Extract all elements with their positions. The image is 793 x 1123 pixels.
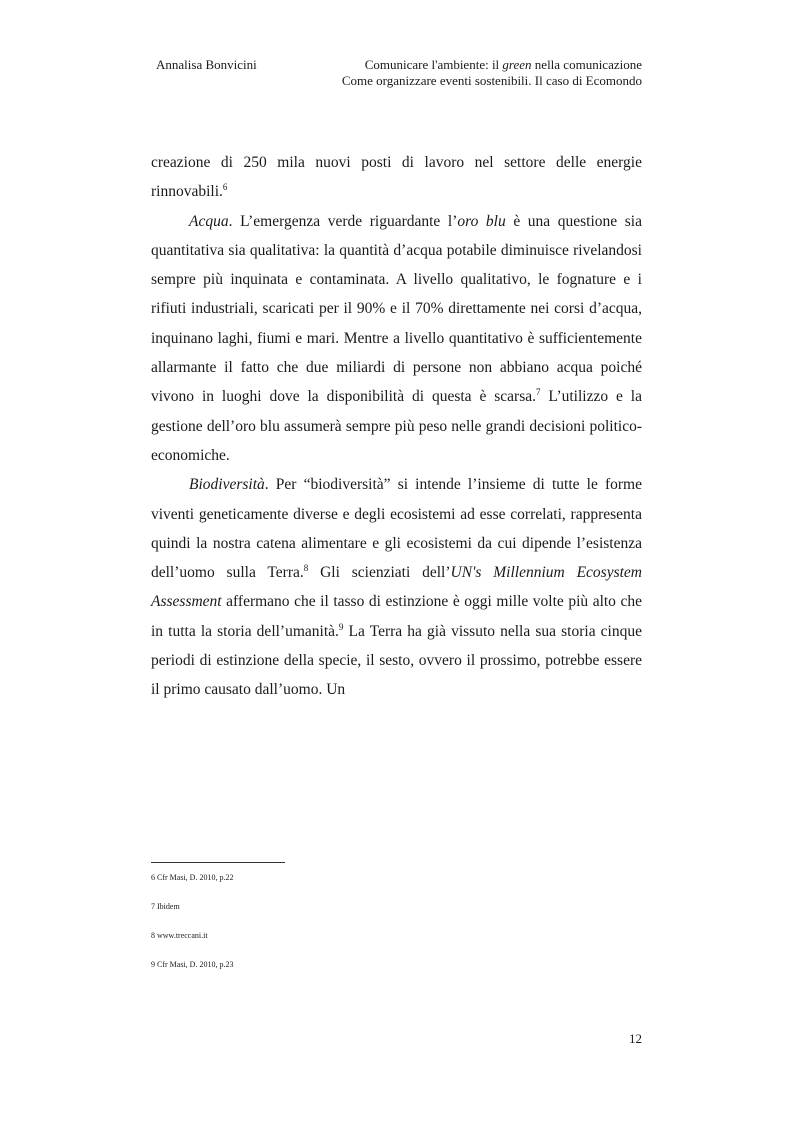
footnote-8: 8 www.treccani.it	[151, 931, 208, 940]
paragraph-water: Acqua. L’emergenza verde riguardante l’oro blu è una questione sia quantitativa sia qualitativa: la quantità d’acqua potabile diminuisce rivelandosi sempre più inquinata e contaminata. A livello qualitativo, le fognature e i rifiuti industriali, scaricati per il 90% e il 70% direttamente nei corsi d’acqua, inquinano laghi, fiumi e mari. Mentre a livello quantitativo è sufficientemente allarmante il fatto che due miliardi di persone non abbiano acqua poiché vivono in luoghi dove la disponibilità di questa è scarsa.$^7$ L’utilizzo e la gestione dell’oro blu assumerà sempre più peso nelle grandi decisioni politico-economiche.	[151, 212, 642, 464]
footnote-ref-7: 7	[536, 387, 541, 398]
footnote-9: 9 Cfr Masi, D. 2010, p.23	[151, 960, 234, 969]
header-title-line1: Comunicare l'ambiente: il green nella comunicazione	[364, 57, 642, 72]
footnote-ref-6: 6	[222, 182, 228, 193]
footnote-ref-9: 9	[338, 621, 344, 632]
body-text	[151, 148, 642, 705]
paragraph-energy-end: creazione di 250 mila nuovi posti di lavoro nel settore delle energie rinnovabili.$^6$	[151, 154, 642, 201]
footnote-separator	[151, 862, 285, 863]
footnote-ref-8: 8	[303, 563, 309, 573]
header-author: Annalisa Bonvicini	[156, 57, 257, 72]
footnotes	[151, 873, 233, 989]
footnote-6: 6 Cfr Masi, D. 2010, p.22	[151, 873, 234, 882]
paragraph-biodiversity: Biodiversità. Per “biodiversità” si intende l’insieme di tutte le forme viventi geneticamente diverse e degli ecosistemi ad esse correlati, rappresenta quindi la nostra catena alimentare e gli ecosistemi da cui dipende l’esistenza dell’uomo sulla Terra.$^8$ Gli scienziati dell’UN's Millennium Ecosystem Assessment affermano che il tasso di estinzione è oggi mille volte più alto che in tutta la storia dell’umanità.$^9$ La Terra ha già vissuto nella sua storia cinque periodi di estinzione della specie, il sesto, ovvero il prossimo, potrebbe essere il primo causato dall’uomo. Un	[151, 476, 642, 699]
footnote-7: 7 Ibidem	[151, 902, 180, 911]
paragraph-biodiversity-lead: Biodiversità	[189, 476, 265, 494]
paragraph-water-lead: Acqua	[189, 212, 229, 230]
header-title	[342, 57, 642, 89]
header-title-line2: Come organizzare eventi sostenibili. Il caso di Ecomondo	[341, 73, 642, 88]
page-number: 12	[629, 1031, 642, 1046]
